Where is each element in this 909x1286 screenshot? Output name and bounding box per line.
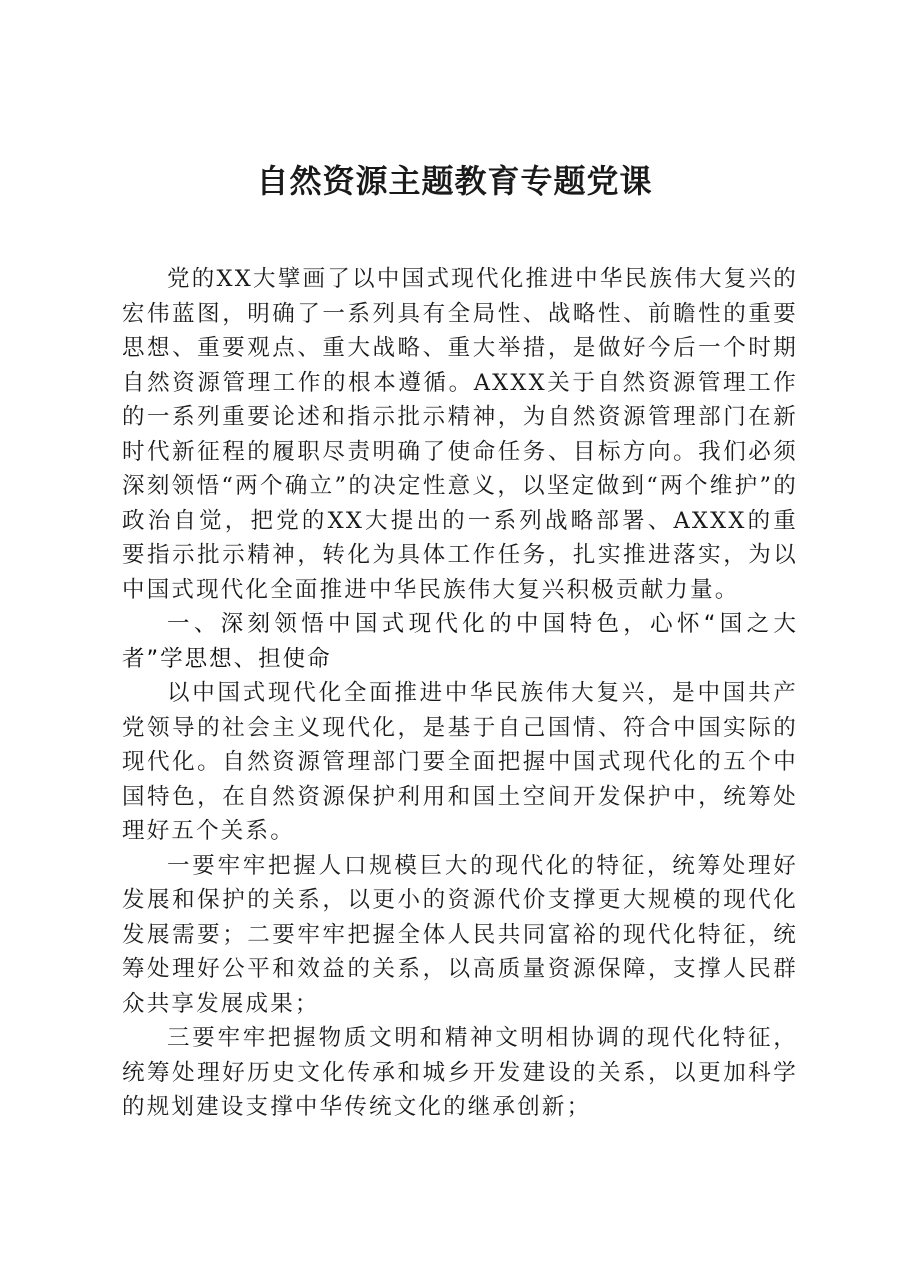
intro-paragraph: 党的XX大擘画了以中国式现代化推进中华民族伟大复兴的宏伟蓝图，明确了一系列具有全局性、战略性、前瞻性的重要思想、重要观点、重大战略、重大举措，是做好今后一个时期自然资源管理工作的根本遵循。AXXX关于自然资源管理工作的一系列重要论述和指示批示精神，为自然资源管理部门在新时代新征程的履职尽责明确了使命任务、目标方向。我们必须深刻领悟“两个确立”的决定性意义，以坚定做到“两个维护”的政治自觉，把党的XX大提出的一系列战略部署、AXXX的重要指示批示精神，转化为具体工作任务，扎实推进落实，为以中国式现代化全面推进中华民族伟大复兴积极贡献力量。 bbox=[122, 266, 798, 603]
body-paragraph: 三要牢牢把握物质文明和精神文明相协调的现代化特征，统筹处理好历史文化传承和城乡开发建设的关系，以更加科学的规划建设支撑中华传统文化的继承创新； bbox=[122, 1025, 798, 1120]
document-title: 自然资源主题教育专题党课 bbox=[256, 162, 653, 200]
body-paragraph: 以中国式现代化全面推进中华民族伟大复兴，是中国共产党领导的社会主义现代化，是基于自己国情、符合中国实际的现代化。自然资源管理部门要全面把握中国式现代化的五个中国特色，在自然资源保护利用和国土空间开发保护中，统筹处理好五个关系。 bbox=[122, 680, 798, 844]
section-heading-1: 一、深刻领悟中国式现代化的中国特色，心怀“国之大者”学思想、担使命 bbox=[122, 611, 798, 672]
document-body bbox=[122, 262, 798, 1125]
body-paragraph: 一要牢牢把握人口规模巨大的现代化的特征，统筹处理好发展和保护的关系，以更小的资源代价支撑更大规模的现代化发展需要；二要牢牢把握全体人民共同富裕的现代化特征，统筹处理好公平和效益的关系，以高质量资源保障，支撑人民群众共享发展成果； bbox=[122, 852, 798, 1017]
